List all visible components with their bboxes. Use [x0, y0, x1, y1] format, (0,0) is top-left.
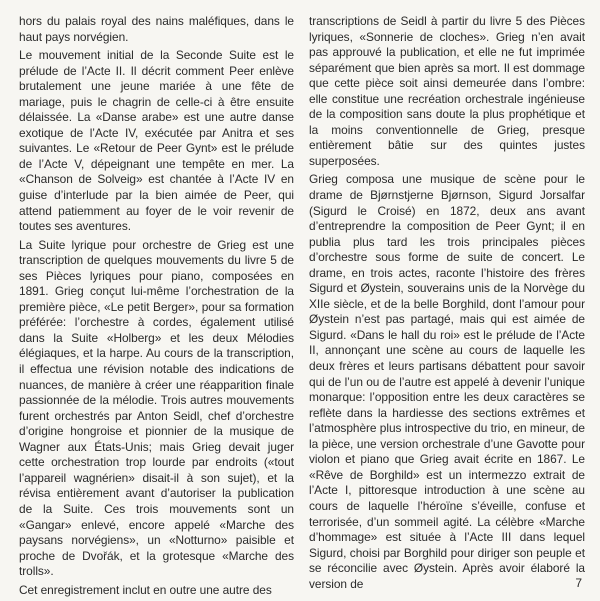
paragraph: transcriptions de Seidl à partir du livre 5 des Pièces lyriques, «Sonnerie de cloches». Grieg n’en avait pas approuvé la publication, et elle ne fut imprimée séparément que bien après sa mort. Il est dommage que cette pièce soit ainsi demeurée dans l’ombre: elle constitue une recréation orchestrale ingénieuse de la composition sans doute la plus prophétique et la moins conventionnelle de Grieg, presque entièrement bâtie sur des quintes justes superposées.: [309, 14, 585, 168]
paragraph: Cet enregistrement inclut en outre une autre des: [19, 582, 272, 597]
right-column: [309, 14, 585, 595]
paragraph: hors du palais royal des nains maléfiques, dans le haut pays norvégien.: [19, 14, 294, 44]
paragraph: Grieg composa une musique de scène pour le drame de Bjørnstjerne Bjørnson, Sigurd Jorsalfar (Sigurd le Croisé) en 1872, deux ans avant d’entreprendre la composition de Peer Gynt; il en publia plus tard les trois principales pièces d’orchestre sous forme de suite de concert. Le drame, en trois actes, raconte l’histoire des frères Sigurd et Øystein, souverains unis de la Norvège du XIIe siècle, et de la belle Borghild, dont l’amour pour Øystein n’est pas partagé, mais qui est aimée de Sigurd. «Dans le hall du roi» est le prélude de l’Acte II, annonçant une scène au cours de laquelle les deux frères et leurs partisans débattent pour savoir qui de l’un ou de l’autre est appelé à devenir l’unique monarque: l’opposition entre les deux caractères se reflète dans la hardiesse des sections extrêmes et l’atmosphère plus introspective du trio, en mineur, de la pièce, une version orchestrale d’une Gavotte pour violon et piano que Grieg avait écrite en 1867. Le «Rêve de Borghild» est un intermezzo extrait de l’Acte I, pittoresque introduction à une scène au cours de laquelle l’héroïne s’éveille, confuse et terrorisée, d’un sommeil agité. La célèbre «Marche d’hommage» est située à l’Acte III dans lequel Sigurd, choisi par Borghild pour diriger son peuple et se réconcilie avec Øystein. Après avoir élaboré la version de: [309, 172, 585, 591]
paragraph: Le mouvement initial de la Seconde Suite est le prélude de l’Acte II. Il décrit comment Peer enlève brutalement une jeune mariée à une fête de mariage, puis le chagrin de celle-ci à être ensuite délaissée. La «Danse arabe» est une autre danse exotique de l’Acte IV, exécutée par Anitra et ses suivantes. Le «Retour de Peer Gynt» est le prélude de l’Acte V, dépeignant une tempête en mer. La «Chanson de Solveig» est chantée à l’Acte IV en guise d’interlude par la bien aimée de Peer, qui attend patiemment au foyer de le voir revenir de toutes ses aventures.: [19, 48, 294, 234]
paragraph: La Suite lyrique pour orchestre de Grieg est une transcription de quelques mouvements du livre 5 de ses Pièces lyriques pour piano, composées en 1891. Grieg conçut lui-même l’orchestration de la première pièce, «Le petit Berger», pour sa formation préférée: l’orchestre à cordes, également utilisé dans la Suite «Holberg» et les deux Mélodies élégiaques, et la harpe. Au cours de la transcription, il effectua une révision notable des indications de nuances, de manière à créer une réapparition finale passionnée de la mélodie. Trois autres mouvements furent orchestrés par Anton Seidl, chef d’orchestre d’origine hongroise et pionnier de la musique de Wagner aux États-Unis; mais Grieg devait juger cette orchestration trop lourde par endroits («tout l’appareil wagnérien» disait-il à son sujet), et la révisa entièrement avant d’autoriser la publication de la Suite. Ces trois mouvements sont un «Gangar» enlevé, encore appelé «Marche des paysans norvégiens», un «Notturno» paisible et proche de Dvořák, et la grotesque «Marche des trolls».: [19, 237, 294, 579]
left-column: [19, 14, 294, 601]
page-number: 7: [575, 576, 582, 590]
